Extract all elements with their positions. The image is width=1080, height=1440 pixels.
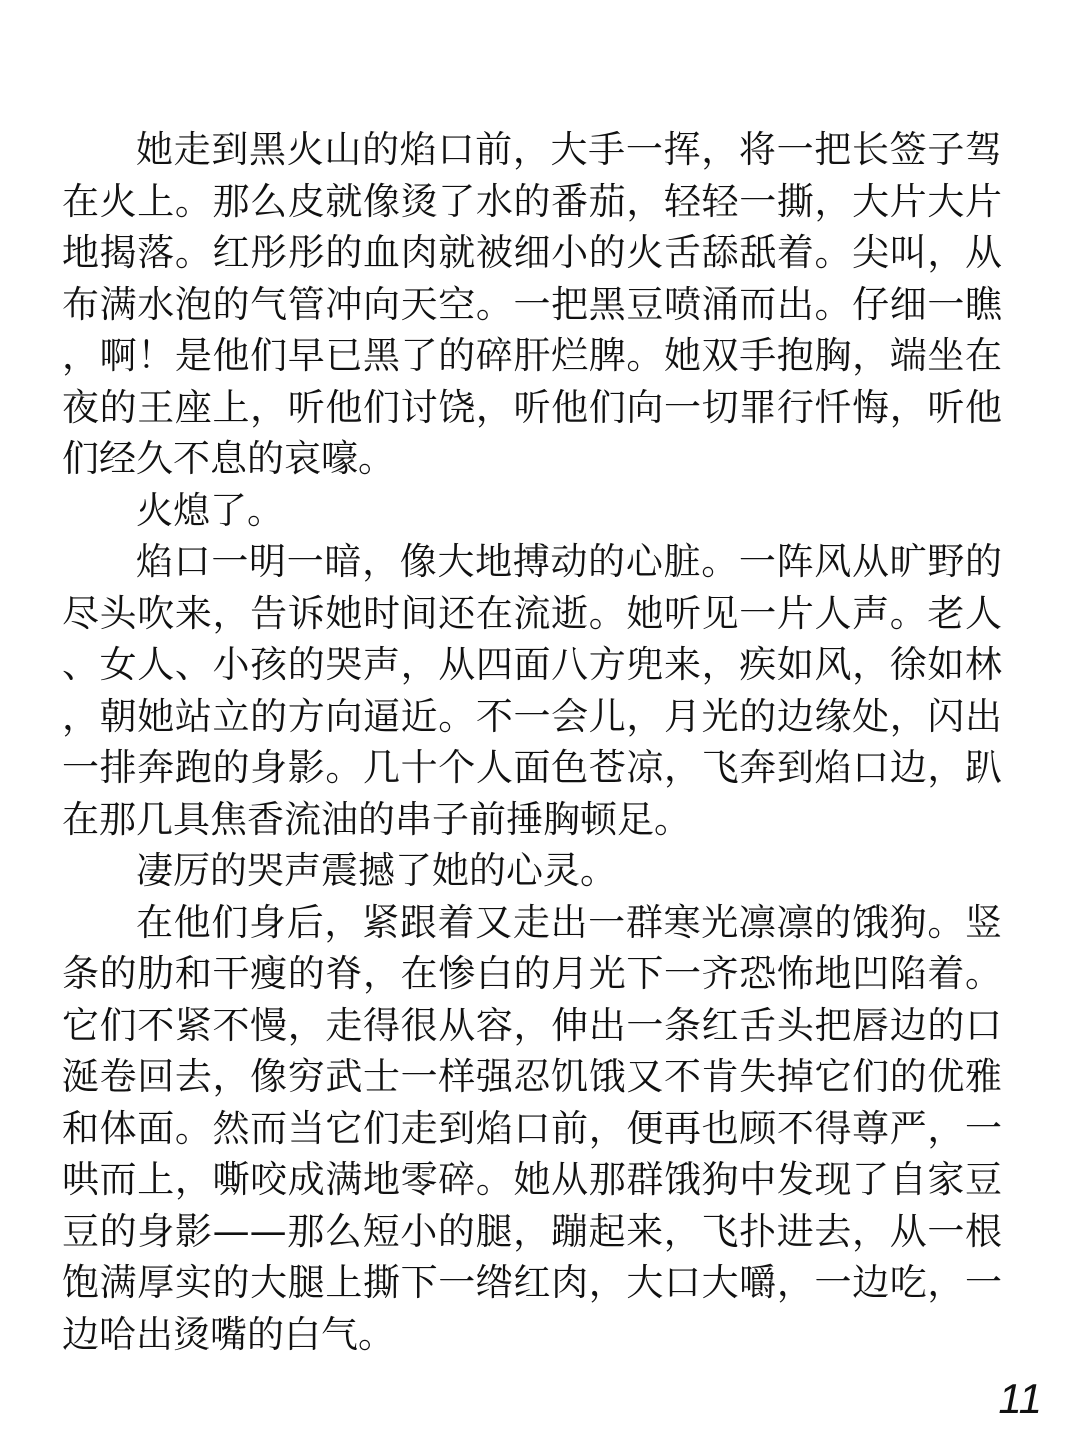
paragraph-3: 焰口一明一暗，像大地搏动的心脏。一阵风从旷野的尽头吹来，告诉她时间还在流逝。她听见一片人声。老人、女人、小孩的哭声，从四面八方兜来，疾如风，徐如林，朝她站立的方向逼近。不一会儿，月光的边缘处，闪出一排奔跑的身影。几十个人面色苍凉，飞奔到焰口边，趴在那几具焦香流油的串子前捶胸顿足。	[62, 540, 1002, 841]
paragraph-2: 火熄了。	[136, 488, 284, 532]
page-number: 11	[998, 1375, 1042, 1422]
paragraph-1: 她走到黑火山的焰口前，大手一挥，将一把长签子驾在火上。那么皮就像烫了水的番茄，轻轻一撕，大片大片地揭落。红彤彤的血肉就被细小的火舌舔舐着。尖叫，从布满水泡的气管冲向天空。一把黑豆喷涌而出。仔细一瞧，啊！是他们早已黑了的碎肝烂脾。她双手抱胸，端坐在夜的王座上，听他们讨饶，听他们向一切罪行忏悔，听他们经久不息的哀嚎。	[62, 128, 1002, 480]
body-text	[62, 124, 1002, 1360]
paragraph-4: 凄厉的哭声震撼了她的心灵。	[136, 849, 617, 892]
paragraph-5: 在他们身后，紧跟着又走出一群寒光凛凛的饿狗。竖条的肋和干瘦的脊，在惨白的月光下一齐恐怖地凹陷着。它们不紧不慢，走得很从容，伸出一条红舌头把唇边的口涎卷回去，像穷武士一样强忍饥饿又不肯失掉它们的优雅和体面。然而当它们走到焰口前，便再也顾不得尊严，一哄而上，嘶咬成满地零碎。她从那群饿狗中发现了自家豆豆的身影——那么短小的腿，蹦起来，飞扑进去，从一根饱满厚实的大腿上撕下一绺红肉，大口大嚼，一边吃，一边哈出烫嘴的白气。	[62, 900, 1002, 1356]
